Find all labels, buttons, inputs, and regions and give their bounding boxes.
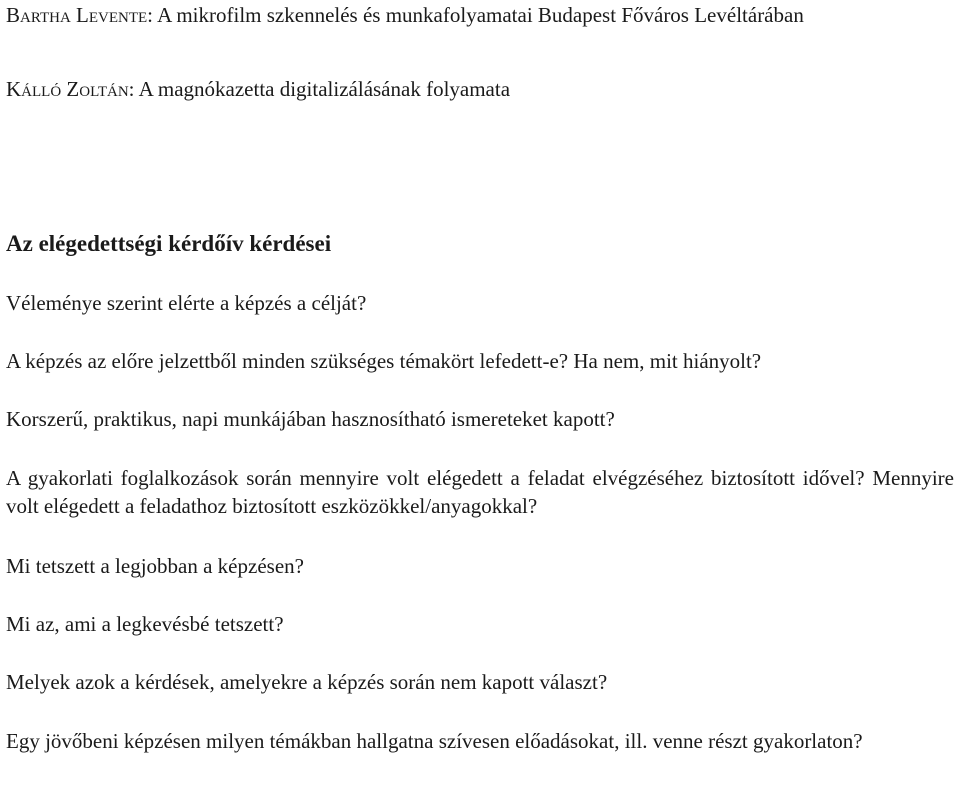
question-8: Egy jövőbeni képzésen milyen témákban hallgatna szívesen előadásokat, ill. venne részt gyakorlaton? <box>6 729 863 753</box>
question-7: Melyek azok a kérdések, amelyekre a képzés során nem kapott választ? <box>6 670 608 694</box>
section-heading: Az elégedettségi kérdőív kérdései <box>6 231 332 256</box>
reference-title: A mikrofilm szkennelés és munkafolyamatai Budapest Főváros Levéltárában <box>153 3 804 27</box>
reference-title: A magnókazetta digitalizálásának folyamata <box>134 77 511 101</box>
question-1: Véleménye szerint elérte a képzés a célját? <box>6 291 367 315</box>
question-4: A gyakorlati foglalkozások során mennyire volt elégedett a feladat elvégzéséhez biztosított idővel? Mennyire volt elégedett a feladathoz biztosított eszközökkel/anyagokkal? <box>6 466 954 518</box>
reference-2 <box>6 75 954 103</box>
question-3: Korszerű, praktikus, napi munkájában hasznosítható ismereteket kapott? <box>6 407 615 431</box>
reference-1 <box>6 1 954 29</box>
question-6: Mi az, ami a legkevésbé tetszett? <box>6 612 284 636</box>
question-2: A képzés az előre jelzettből minden szükséges témakört lefedett-e? Ha nem, mit hiányolt? <box>6 349 762 373</box>
reference-author: Bartha Levente: <box>6 3 153 27</box>
reference-author: Kálló Zoltán: <box>6 77 135 101</box>
question-5: Mi tetszett a legjobban a képzésen? <box>6 554 304 578</box>
